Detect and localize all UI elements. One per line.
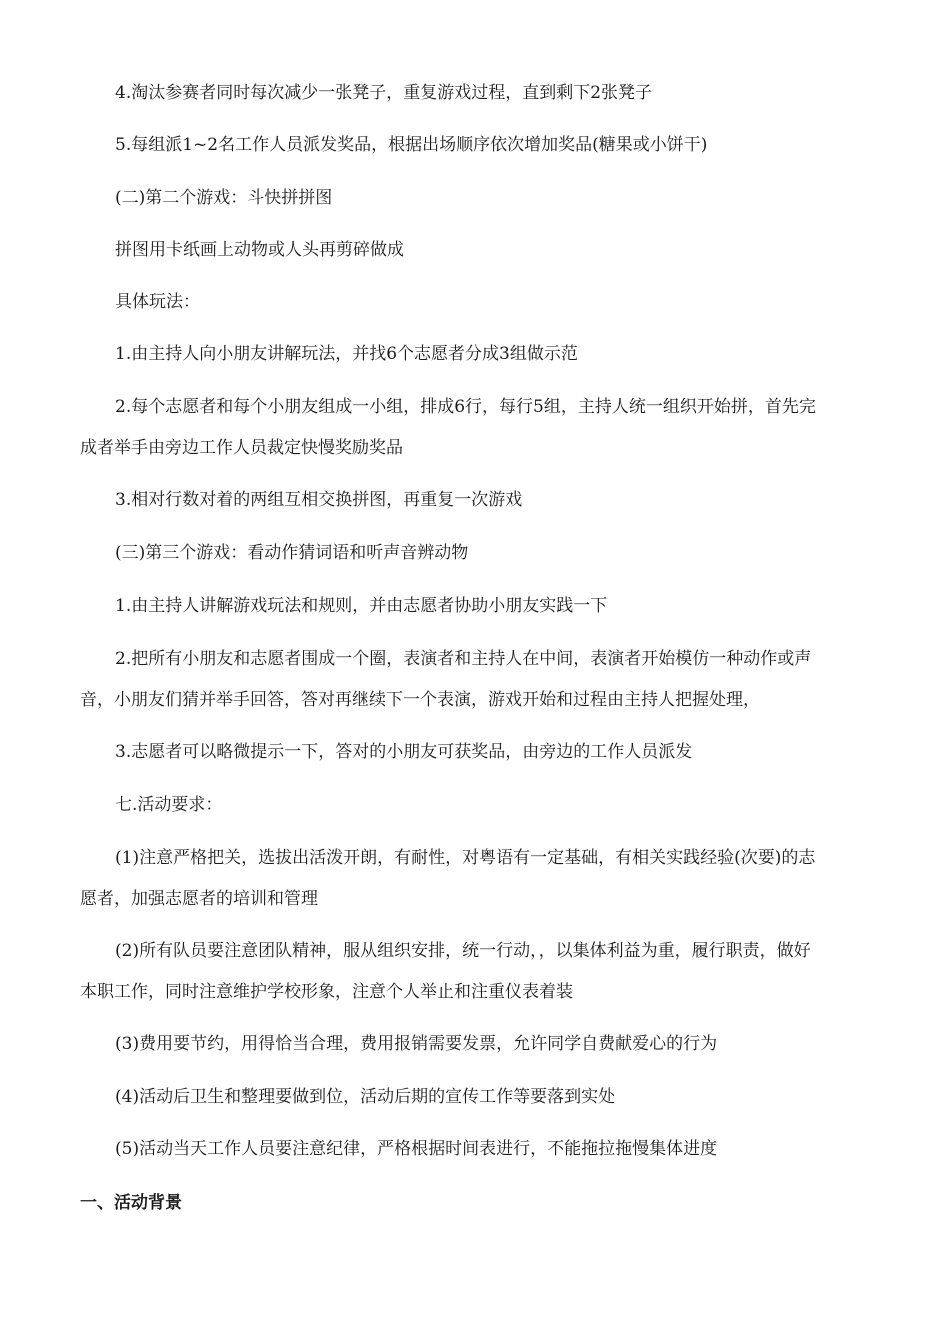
requirement-3: (3)费用要节约，用得恰当合理，费用报销需要发票，允许同学自费献爱心的行为 bbox=[115, 1034, 718, 1054]
requirement-2-line1: (2)所有队员要注意团队精神，服从组织安排，统一行动，，以集体利益为重，履行职责，做好 bbox=[115, 941, 811, 961]
paragraph-game3-step2-line2: 音，小朋友们猜并举手回答，答对再继续下一个表演，游戏开始和过程由主持人把握处理， bbox=[80, 690, 760, 710]
paragraph-game2-step2-line1: 2.每个志愿者和每个小朋友组成一小组，排成6行，每行5组，主持人统一组织开始拼，首先完 bbox=[115, 397, 816, 417]
paragraph-game3-step1: 1.由主持人讲解游戏玩法和规则，并由志愿者协助小朋友实践一下 bbox=[115, 596, 608, 616]
paragraph-game3-step3: 3.志愿者可以略微提示一下，答对的小朋友可获奖品，由旁边的工作人员派发 bbox=[115, 742, 693, 762]
requirement-1-line1: (1)注意严格把关，选拔出活泼开朗，有耐性，对粤语有一定基础，有相关实践经验(次要)的志 bbox=[115, 848, 816, 868]
section-title-background: 一、活动背景 bbox=[80, 1193, 182, 1213]
paragraph-game1-step4: 4.淘汰参赛者同时每次减少一张凳子，重复游戏过程，直到剩下2张凳子 bbox=[115, 83, 653, 103]
paragraph-game2-method-label: 具体玩法： bbox=[115, 292, 200, 312]
requirement-2-line2: 本职工作，同时注意维护学校形象，注意个人举止和注重仪表着装 bbox=[80, 982, 573, 1002]
paragraph-game1-step5: 5.每组派1~2名工作人员派发奖品，根据出场顺序依次增加奖品(糖果或小饼干) bbox=[115, 135, 708, 155]
paragraph-game3-step2-line1: 2.把所有小朋友和志愿者围成一个圈，表演者和主持人在中间，表演者开始模仿一种动作或声 bbox=[115, 649, 812, 669]
paragraph-game2-material: 拼图用卡纸画上动物或人头再剪碎做成 bbox=[115, 240, 404, 260]
paragraph-game2-step1: 1.由主持人向小朋友讲解玩法，并找6个志愿者分成3组做示范 bbox=[115, 344, 578, 364]
section-heading-requirements: 七.活动要求： bbox=[115, 795, 223, 815]
requirement-4: (4)活动后卫生和整理要做到位，活动后期的宣传工作等要落到实处 bbox=[115, 1087, 616, 1107]
paragraph-game2-step3: 3.相对行数对着的两组互相交换拼图，再重复一次游戏 bbox=[115, 490, 523, 510]
requirement-5: (5)活动当天工作人员要注意纪律，严格根据时间表进行，不能拖拉拖慢集体进度 bbox=[115, 1139, 718, 1159]
section-heading-game2: (二)第二个游戏：斗快拼拼图 bbox=[115, 188, 333, 208]
section-heading-game3: (三)第三个游戏：看动作猜词语和听声音辨动物 bbox=[115, 543, 469, 563]
requirement-1-line2: 愿者，加强志愿者的培训和管理 bbox=[80, 889, 318, 909]
paragraph-game2-step2-line2: 成者举手由旁边工作人员裁定快慢奖励奖品 bbox=[80, 438, 403, 458]
